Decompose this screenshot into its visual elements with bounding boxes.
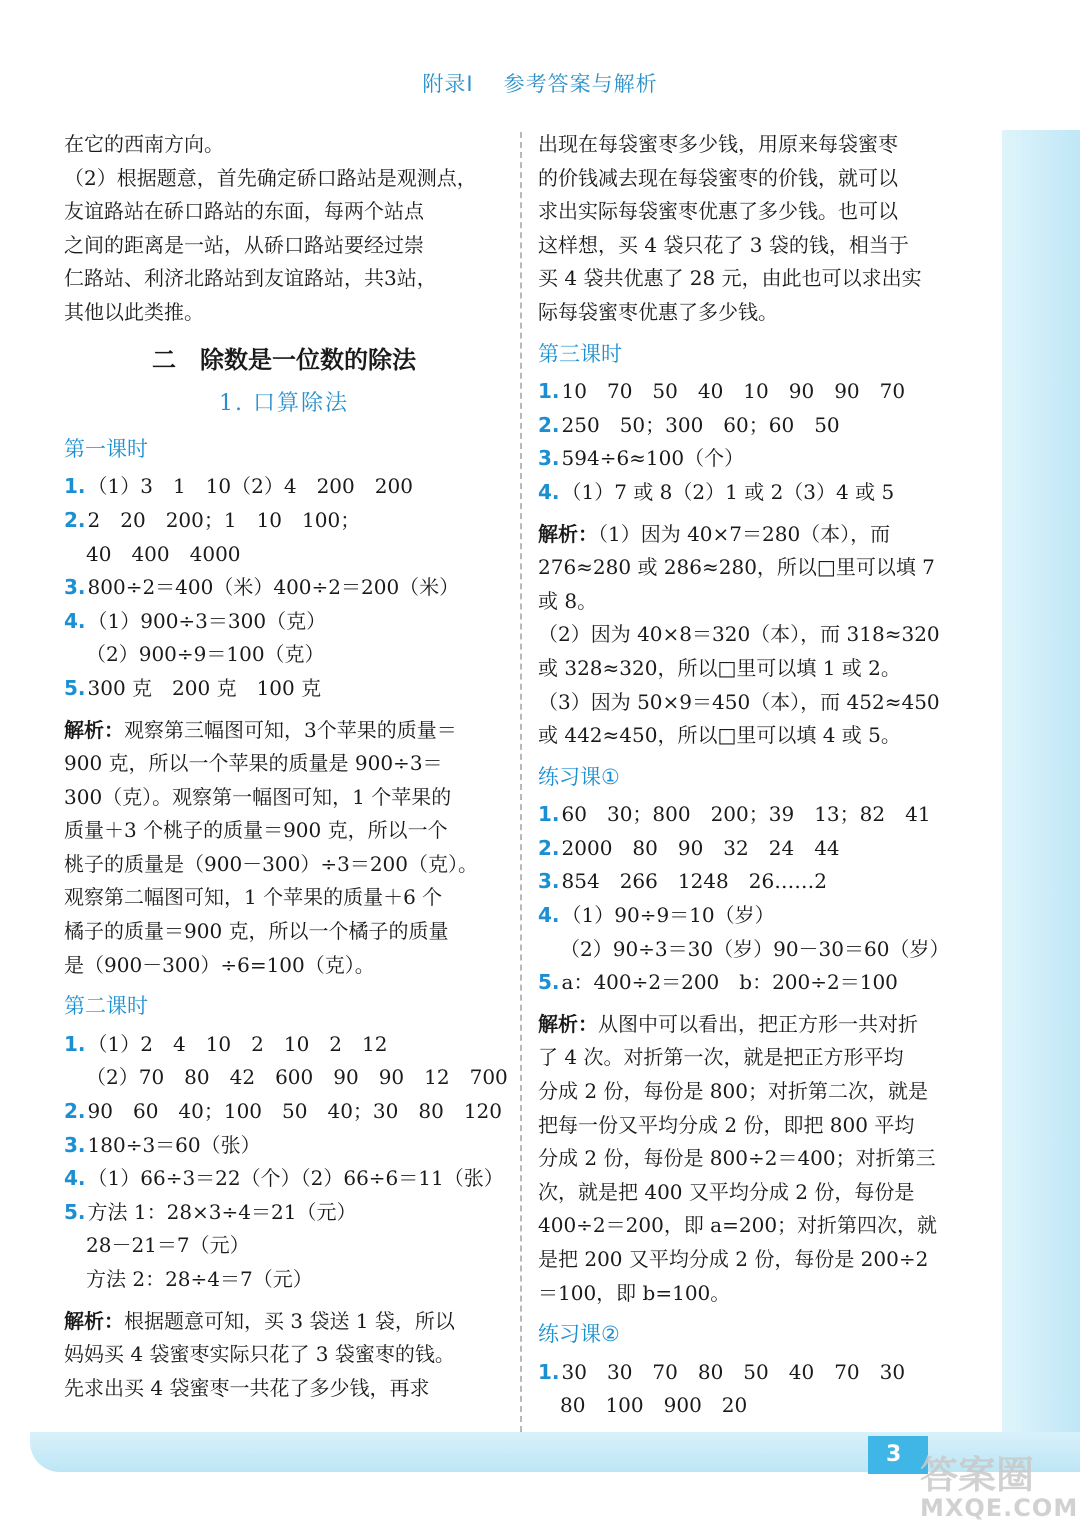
watermark-url: MXQE.COM — [920, 1494, 1079, 1522]
analysis-label: 解析： — [64, 717, 124, 742]
item-text: （1）90÷9＝10（岁） — [561, 903, 775, 928]
analysis-text: 橘子的质量＝900 克，所以一个橘子的质量 — [64, 919, 449, 944]
analysis-line — [64, 915, 504, 949]
analysis-text: 是把 200 又平均分成 2 份，每份是 200÷2 — [538, 1247, 929, 1271]
item-number: 1. — [538, 379, 560, 404]
text-line: 出现在每袋蜜枣多少钱，用原来每袋蜜枣 — [538, 132, 898, 156]
answer-item — [538, 409, 978, 443]
item-text: 30 30 70 80 50 40 70 30 — [561, 1359, 906, 1384]
item-number: 5. — [538, 970, 560, 995]
header-title: 参考答案与解析 — [503, 72, 658, 96]
analysis-line — [538, 518, 978, 552]
item-text: 854 266 1248 26……2 — [561, 869, 827, 894]
analysis-line — [538, 1176, 978, 1210]
item-number: 2. — [64, 507, 86, 532]
item-number: 1. — [64, 474, 86, 499]
analysis-text: 桃子的质量是（900－300）÷3＝200（克）。 — [64, 851, 479, 876]
column-divider — [520, 132, 522, 1432]
answer-item — [64, 1028, 504, 1062]
left-column — [64, 128, 508, 1405]
answer-item — [64, 605, 504, 639]
lesson2-analysis — [64, 1305, 504, 1406]
answer-item — [538, 798, 978, 832]
text-line: （2）根据题意，首先确定硚口路站是观测点， — [64, 165, 477, 190]
right-column — [538, 128, 978, 1423]
page-number: 3 — [868, 1436, 928, 1474]
answer-item — [538, 476, 978, 510]
text-line: 之间的距离是一站，从硚口路站要经过崇 — [64, 232, 424, 257]
analysis-text: 次，就是把 400 又平均分成 2 份，每份是 — [538, 1179, 915, 1204]
practice1-answers — [538, 798, 978, 1000]
answer-item — [64, 1095, 504, 1129]
item-number: 3. — [538, 869, 560, 894]
item-number: 1. — [538, 802, 560, 827]
item-text: 300 克 200 克 100 克 — [87, 675, 322, 700]
watermark-text: 答案圈 — [920, 1453, 1035, 1497]
practice1-title: 练习课① — [538, 764, 620, 789]
answer-item — [64, 1129, 504, 1163]
item-number: 5. — [64, 1199, 86, 1224]
item-number: 3. — [538, 446, 560, 471]
answer-item — [64, 470, 504, 504]
lesson1-title: 第一课时 — [64, 436, 148, 461]
text-line: 际每袋蜜枣优惠了多少钱。 — [538, 299, 778, 324]
lesson2-answers — [64, 1028, 508, 1297]
lesson1-answers — [64, 470, 504, 705]
analysis-line — [64, 1305, 504, 1339]
item-text: 28－21＝7（元） — [86, 1233, 250, 1258]
lesson2-title: 第二课时 — [64, 994, 148, 1019]
analysis-text: 276≈280 或 286≈280，所以□里可以填 7 — [538, 555, 935, 580]
answer-item — [64, 504, 504, 538]
analysis-text: 质量＋3 个桃子的质量＝900 克，所以一个 — [64, 818, 448, 843]
analysis-text: （3）因为 50×9＝450（本），而 452≈450 — [538, 689, 940, 714]
analysis-text: 分成 2 份，每份是 800÷2＝400；对折第三 — [538, 1146, 936, 1171]
answer-item — [64, 672, 504, 706]
analysis-line — [538, 652, 978, 686]
analysis-text: 或 442≈450，所以□里可以填 4 或 5。 — [538, 723, 901, 748]
analysis-line — [538, 1277, 978, 1311]
analysis-text: 根据题意可知，买 3 袋送 1 袋，所以 — [124, 1308, 455, 1333]
item-text: （1）66÷3＝22（个）（2）66÷6＝11（张） — [87, 1166, 504, 1191]
header-appendix: 附录Ⅰ — [422, 72, 474, 96]
item-text: （1）7 或 8（2）1 或 2（3）4 或 5 — [561, 479, 895, 504]
analysis-line — [538, 1008, 978, 1042]
answer-item — [64, 1196, 504, 1230]
lesson1-analysis — [64, 714, 504, 983]
item-number: 4. — [538, 903, 560, 928]
analysis-line — [538, 1142, 978, 1176]
practice1-analysis — [538, 1008, 978, 1310]
item-text: a：400÷2＝200 b：200÷2＝100 — [561, 970, 898, 995]
answer-item — [538, 1356, 978, 1390]
item-number: 4. — [538, 479, 560, 504]
answer-item — [538, 832, 978, 866]
item-text: 方法 2：28÷4＝7（元） — [86, 1267, 313, 1291]
item-number: 1. — [538, 1359, 560, 1384]
analysis-line — [538, 1109, 978, 1143]
answer-item — [64, 571, 504, 605]
item-number: 3. — [64, 575, 86, 600]
analysis-text: 观察第三幅图可知，3个苹果的质量＝ — [124, 717, 457, 742]
item-text: （2）70 80 42 600 90 90 12 700 — [86, 1065, 508, 1090]
analysis-text: 400÷2＝200，即 a=200；对折第四次，就 — [538, 1213, 938, 1238]
item-number: 2. — [538, 835, 560, 860]
analysis-text: （2）因为 40×8＝320（本），而 318≈320 — [538, 622, 940, 647]
analysis-line — [538, 1041, 978, 1075]
item-number: 3. — [64, 1132, 86, 1157]
item-text: 80 100 900 20 — [560, 1393, 748, 1418]
analysis-text: 观察第二幅图可知，1 个苹果的质量＋6 个 — [64, 885, 443, 910]
item-number: 2. — [64, 1099, 86, 1124]
item-text: 2 20 200；1 10 100； — [87, 507, 361, 532]
item-number: 5. — [64, 675, 86, 700]
analysis-line — [538, 618, 978, 652]
item-text: 10 70 50 40 10 90 90 70 — [561, 379, 906, 404]
analysis-line — [64, 781, 504, 815]
item-text: 800÷2＝400（米）400÷2＝200（米） — [87, 575, 460, 600]
answer-item — [538, 933, 978, 967]
analysis-text: 了 4 次。对折第一次，就是把正方形平均 — [538, 1045, 904, 1070]
text-line: 求出实际每袋蜜枣优惠了多少钱。也可以 — [538, 199, 898, 224]
analysis-line — [64, 1338, 504, 1372]
analysis-label: 解析： — [538, 521, 598, 546]
item-text: （1）2 4 10 2 10 2 12 — [87, 1031, 388, 1056]
item-number: 4. — [64, 608, 86, 633]
analysis-line — [64, 714, 504, 748]
item-number: 1. — [64, 1031, 86, 1056]
analysis-label: 解析： — [538, 1011, 598, 1036]
item-text: （2）90÷3＝30（岁）90－30＝60（岁） — [560, 936, 950, 961]
analysis-line — [64, 881, 504, 915]
analysis-line — [538, 719, 978, 753]
lesson3-answers — [538, 375, 978, 509]
analysis-line — [538, 686, 978, 720]
analysis-text: 妈妈买 4 袋蜜枣实际只花了 3 袋蜜枣的钱。 — [64, 1342, 455, 1367]
item-text: （2）900÷9＝100（克） — [86, 642, 325, 667]
analysis-text: 300（克）。观察第一幅图可知，1 个苹果的 — [64, 784, 452, 809]
item-text: 40 400 4000 — [86, 541, 241, 566]
analysis-text: 或 328≈320，所以□里可以填 1 或 2。 — [538, 655, 901, 680]
text-line: 买 4 袋共优惠了 28 元，由此也可以求出实 — [538, 266, 922, 291]
text-line: 在它的西南方向。 — [64, 132, 224, 156]
answer-item — [64, 1162, 504, 1196]
answer-item — [538, 966, 978, 1000]
analysis-line — [64, 848, 504, 882]
lesson3-title: 第三课时 — [538, 341, 622, 366]
analysis-line — [64, 814, 504, 848]
analysis-line — [538, 1243, 978, 1277]
item-text: 250 50；300 60；60 50 — [561, 412, 840, 437]
analysis-text: 把每一份又平均分成 2 份，即把 800 平均 — [538, 1112, 915, 1137]
answer-item — [64, 638, 504, 672]
item-number: 2. — [538, 412, 560, 437]
analysis-line — [64, 747, 504, 781]
item-text: 594÷6≈100（个） — [561, 446, 745, 471]
analysis-line — [538, 1075, 978, 1109]
answer-item — [538, 442, 978, 476]
analysis-line — [538, 551, 978, 585]
watermark-logo — [920, 1453, 1079, 1522]
analysis-text: ＝100，即 b=100。 — [538, 1280, 731, 1305]
chapter-title: 二 除数是一位数的除法 — [152, 345, 416, 374]
text-line: 的价钱减去现在每袋蜜枣的价钱，就可以 — [538, 165, 898, 190]
lesson3-analysis — [538, 518, 978, 753]
page-header — [0, 68, 1080, 98]
answer-item — [64, 1229, 504, 1263]
practice2-answers — [538, 1356, 978, 1423]
item-text: 60 30；800 200；39 13；82 41 — [561, 802, 931, 827]
answer-item — [538, 1389, 978, 1423]
right-continuation — [538, 128, 978, 330]
analysis-text: 从图中可以看出，把正方形一共对折 — [598, 1011, 918, 1036]
analysis-text: 分成 2 份，每份是 800；对折第二次，就是 — [538, 1079, 928, 1104]
analysis-label: 解析： — [64, 1308, 124, 1333]
right-decor-band — [1002, 130, 1080, 1460]
text-line: 其他以此类推。 — [64, 299, 204, 324]
analysis-text: 900 克，所以一个苹果的质量是 900÷3＝ — [64, 751, 443, 776]
item-text: 方法 1：28×3÷4＝21（元） — [87, 1199, 357, 1224]
analysis-line — [538, 1209, 978, 1243]
text-line: 仁路站、利济北路站到友谊路站，共3站， — [64, 266, 437, 291]
item-text: （1）900÷3＝300（克） — [87, 608, 327, 633]
analysis-line — [538, 585, 978, 619]
answer-item — [538, 865, 978, 899]
left-continuation — [64, 128, 504, 330]
item-text: （1）3 1 10（2）4 200 200 — [87, 474, 413, 499]
answer-item — [538, 899, 978, 933]
practice2-title: 练习课② — [538, 1322, 620, 1347]
item-text: 90 60 40；100 50 40；30 80 120 — [87, 1099, 503, 1124]
analysis-text: 先求出买 4 袋蜜枣一共花了多少钱，再求 — [64, 1375, 430, 1400]
item-text: 2000 80 90 32 24 44 — [561, 835, 840, 860]
analysis-line — [64, 1372, 504, 1406]
item-text: 180÷3＝60（张） — [87, 1132, 261, 1157]
answer-item — [538, 375, 978, 409]
text-line: 这样想，买 4 袋只花了 3 袋的钱，相当于 — [538, 232, 909, 257]
answer-item — [64, 538, 504, 572]
analysis-text: 是（900－300）÷6=100（克）。 — [64, 952, 375, 977]
answer-item — [64, 1263, 504, 1297]
analysis-text: （1）因为 40×7＝280（本），而 — [598, 521, 891, 546]
section-title: 1. 口算除法 — [219, 391, 349, 417]
text-line: 友谊路站在硚口路站的东面，每两个站点 — [64, 199, 424, 224]
analysis-line — [64, 949, 504, 983]
analysis-text: 或 8。 — [538, 588, 598, 613]
item-number: 4. — [64, 1166, 86, 1191]
answer-item — [64, 1061, 508, 1095]
